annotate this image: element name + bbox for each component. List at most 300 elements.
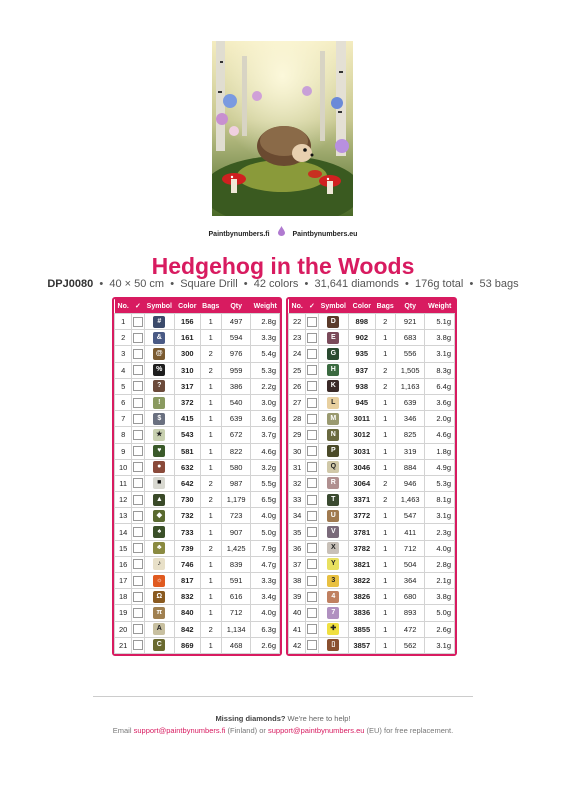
table-row [115,540,280,556]
symbol-swatch: C [153,639,165,651]
email-link-fi[interactable]: support@paintbynumbers.fi [133,726,226,735]
row-weight: 4.0g [251,605,280,621]
row-checkbox[interactable] [133,592,143,602]
row-color-code: 938 [349,378,375,394]
header-qty: Qty [395,299,425,314]
row-check-cell [306,637,318,653]
row-checkbox[interactable] [133,478,143,488]
row-bags: 2 [375,475,395,491]
row-check-cell [132,573,144,589]
table-row [289,556,455,572]
header-check: ✓ [306,299,318,314]
header-weight: Weight [251,299,280,314]
symbol-swatch: # [153,316,165,328]
symbol-swatch: P [327,445,339,457]
row-color-code: 3371 [349,492,375,508]
row-weight: 2.6g [425,621,455,637]
help-contact: Email support@paintbynumbers.fi (Finland) or support@paintbynumbers.eu (EU) for free replacement. [112,726,454,735]
row-bags: 1 [200,378,221,394]
symbol-swatch: Ω [153,591,165,603]
row-color-code: 3011 [349,411,375,427]
row-symbol-cell [144,394,175,410]
row-number: 18 [115,589,132,605]
header-qty: Qty [221,299,251,314]
row-symbol-cell [144,411,175,427]
row-bags: 1 [200,589,221,605]
row-symbol-cell [144,556,175,572]
row-checkbox[interactable] [133,624,143,634]
help-question: Missing diamonds? [215,714,286,723]
row-color-code: 3064 [349,475,375,491]
row-qty: 723 [221,508,251,524]
row-number: 33 [289,492,306,508]
row-qty: 884 [395,459,425,475]
symbol-swatch: ♠ [153,526,165,538]
row-number: 25 [289,362,306,378]
row-check-cell [306,573,318,589]
cover-image [212,41,353,216]
row-symbol-cell [144,492,175,508]
row-qty: 386 [221,378,251,394]
row-qty: 987 [221,475,251,491]
row-bags: 1 [375,589,395,605]
row-color-code: 898 [349,314,375,330]
table-body [115,314,280,654]
row-color-code: 3031 [349,443,375,459]
row-checkbox[interactable] [133,576,143,586]
row-symbol-cell [318,378,349,394]
row-bags: 1 [200,573,221,589]
row-bags: 1 [200,330,221,346]
row-qty: 616 [221,589,251,605]
symbol-swatch: ♥ [153,445,165,457]
row-qty: 468 [221,637,251,653]
row-checkbox[interactable] [133,446,143,456]
row-qty: 1,505 [395,362,425,378]
row-number: 7 [115,411,132,427]
row-qty: 946 [395,475,425,491]
row-qty: 680 [395,589,425,605]
row-bags: 1 [200,459,221,475]
row-number: 23 [289,330,306,346]
row-checkbox[interactable] [133,317,143,327]
row-weight: 3.0g [251,394,280,410]
row-symbol-cell [144,508,175,524]
row-number: 26 [289,378,306,394]
row-check-cell [306,378,318,394]
row-checkbox[interactable] [307,381,317,391]
row-checkbox[interactable] [133,349,143,359]
row-weight: 3.7g [251,427,280,443]
row-number: 36 [289,540,306,556]
row-color-code: 3781 [349,524,375,540]
row-checkbox[interactable] [307,624,317,634]
row-checkbox[interactable] [307,398,317,408]
row-checkbox[interactable] [133,430,143,440]
row-check-cell [306,508,318,524]
table-row [289,443,455,459]
table-row [115,524,280,540]
row-qty: 346 [395,411,425,427]
color-table-right [286,297,457,656]
table-body [289,314,455,654]
symbol-swatch: ▲ [153,494,165,506]
row-check-cell [306,621,318,637]
row-qty: 556 [395,346,425,362]
row-weight: 4.7g [251,556,280,572]
row-bags: 1 [200,508,221,524]
row-symbol-cell [318,508,349,524]
row-color-code: 937 [349,362,375,378]
row-weight: 4.6g [425,427,455,443]
row-weight: 3.3g [251,330,280,346]
row-check-cell [132,346,144,362]
row-qty: 672 [221,427,251,443]
row-color-code: 3046 [349,459,375,475]
symbol-swatch: ■ [153,477,165,489]
row-weight: 3.8g [425,330,455,346]
row-qty: 907 [221,524,251,540]
row-checkbox[interactable] [307,640,317,650]
row-color-code: 842 [175,621,200,637]
row-checkbox[interactable] [307,430,317,440]
table-row [115,556,280,572]
row-bags: 1 [200,443,221,459]
row-number: 39 [289,589,306,605]
row-checkbox[interactable] [307,414,317,424]
symbol-swatch: ☼ [153,575,165,587]
row-check-cell [306,540,318,556]
row-qty: 540 [221,394,251,410]
row-bags: 1 [375,556,395,572]
row-color-code: 3782 [349,540,375,556]
row-qty: 594 [221,330,251,346]
table-row [289,589,455,605]
row-qty: 825 [395,427,425,443]
table-row [115,605,280,621]
header-weight: Weight [425,299,455,314]
row-bags: 2 [200,492,221,508]
row-checkbox[interactable] [307,559,317,569]
row-check-cell [132,314,144,330]
row-symbol-cell [144,621,175,637]
row-number: 13 [115,508,132,524]
row-symbol-cell [318,605,349,621]
row-symbol-cell [144,427,175,443]
row-check-cell [306,475,318,491]
brand-eu: Paintbynumbers.eu [292,230,358,238]
row-color-code: 300 [175,346,200,362]
table-row [289,330,455,346]
row-qty: 639 [395,394,425,410]
row-number: 41 [289,621,306,637]
symbol-swatch: D [327,316,339,328]
bag-count: 53 bags [479,278,519,290]
row-weight: 2.6g [251,637,280,653]
row-checkbox[interactable] [133,398,143,408]
row-checkbox[interactable] [133,559,143,569]
row-symbol-cell [318,621,349,637]
row-qty: 411 [395,524,425,540]
row-bags: 1 [200,427,221,443]
row-symbol-cell [318,524,349,540]
row-qty: 497 [221,314,251,330]
row-number: 9 [115,443,132,459]
row-weight: 6.4g [425,378,455,394]
table-row [289,508,455,524]
table-row [115,492,280,508]
row-symbol-cell [318,394,349,410]
row-weight: 4.9g [425,459,455,475]
row-bags: 2 [200,475,221,491]
row-bags: 2 [375,378,395,394]
row-check-cell [132,524,144,540]
row-weight: 3.6g [425,394,455,410]
row-symbol-cell [318,637,349,653]
row-checkbox[interactable] [133,543,143,553]
row-qty: 591 [221,573,251,589]
symbol-swatch: ♣ [153,542,165,554]
row-weight: 6.5g [251,492,280,508]
row-check-cell [306,427,318,443]
symbol-swatch: T [327,494,339,506]
row-number: 21 [115,637,132,653]
table-row [115,411,280,427]
row-check-cell [132,394,144,410]
row-check-cell [306,524,318,540]
table-row [289,314,455,330]
row-check-cell [132,427,144,443]
row-weight: 4.0g [251,508,280,524]
row-symbol-cell [144,330,175,346]
help-heading [0,714,566,723]
row-weight: 5.3g [425,475,455,491]
row-checkbox[interactable] [133,333,143,343]
table-row [289,459,455,475]
row-symbol-cell [144,573,175,589]
table-row [115,508,280,524]
row-qty: 319 [395,443,425,459]
row-color-code: 732 [175,508,200,524]
table-header [115,299,280,314]
row-checkbox[interactable] [307,478,317,488]
row-symbol-cell [318,492,349,508]
row-checkbox[interactable] [307,527,317,537]
row-bags: 1 [375,459,395,475]
row-symbol-cell [144,314,175,330]
row-number: 16 [115,556,132,572]
row-weight: 1.8g [425,443,455,459]
row-qty: 893 [395,605,425,621]
row-symbol-cell [144,605,175,621]
row-checkbox[interactable] [307,462,317,472]
row-qty: 1,179 [221,492,251,508]
row-color-code: 902 [349,330,375,346]
row-checkbox[interactable] [133,462,143,472]
row-weight: 3.1g [425,637,455,653]
row-checkbox[interactable] [133,640,143,650]
row-checkbox[interactable] [133,414,143,424]
row-checkbox[interactable] [307,543,317,553]
table-row [115,378,280,394]
paint-drop-icon [278,226,285,236]
row-weight: 2.8g [425,556,455,572]
row-qty: 976 [221,346,251,362]
row-number: 34 [289,508,306,524]
table-header [289,299,455,314]
row-symbol-cell [318,411,349,427]
row-symbol-cell [318,573,349,589]
row-color-code: 817 [175,573,200,589]
symbol-swatch: R [327,477,339,489]
row-number: 37 [289,556,306,572]
total-weight: 176g total [415,278,464,290]
row-check-cell [132,443,144,459]
row-color-code: 3772 [349,508,375,524]
row-symbol-cell [144,443,175,459]
row-checkbox[interactable] [307,317,317,327]
row-color-code: 161 [175,330,200,346]
row-checkbox[interactable] [307,446,317,456]
row-checkbox[interactable] [133,365,143,375]
row-number: 19 [115,605,132,621]
row-checkbox[interactable] [307,333,317,343]
symbol-swatch: ! [153,397,165,409]
header-no: No. [115,299,132,314]
row-check-cell [306,605,318,621]
row-number: 38 [289,573,306,589]
symbol-swatch: Q [327,461,339,473]
row-check-cell [132,556,144,572]
row-number: 40 [289,605,306,621]
header-symbol: Symbol [144,299,175,314]
row-checkbox[interactable] [307,495,317,505]
row-checkbox[interactable] [307,511,317,521]
row-bags: 1 [375,394,395,410]
row-qty: 712 [221,605,251,621]
row-number: 22 [289,314,306,330]
row-number: 24 [289,346,306,362]
row-number: 3 [115,346,132,362]
row-bags: 1 [200,394,221,410]
row-number: 27 [289,394,306,410]
symbol-swatch: ▯ [327,639,339,651]
row-bags: 2 [375,314,395,330]
row-number: 6 [115,394,132,410]
table-row [115,394,280,410]
row-bags: 1 [200,637,221,653]
row-weight: 5.5g [251,475,280,491]
row-number: 32 [289,475,306,491]
row-qty: 1,163 [395,378,425,394]
row-checkbox[interactable] [307,365,317,375]
row-bags: 1 [375,508,395,524]
table-row [115,443,280,459]
row-color-code: 869 [175,637,200,653]
diamond-count: 31,641 diamonds [314,278,399,290]
row-checkbox[interactable] [307,592,317,602]
symbol-swatch: 4 [327,591,339,603]
row-number: 11 [115,475,132,491]
row-check-cell [306,589,318,605]
row-checkbox[interactable] [307,349,317,359]
table-row [289,621,455,637]
header-symbol: Symbol [318,299,349,314]
symbol-swatch: ? [153,380,165,392]
symbol-swatch: L [327,397,339,409]
row-bags: 2 [200,621,221,637]
row-symbol-cell [318,362,349,378]
row-symbol-cell [318,330,349,346]
row-color-code: 632 [175,459,200,475]
row-check-cell [132,492,144,508]
row-symbol-cell [144,346,175,362]
row-color-code: 832 [175,589,200,605]
row-checkbox[interactable] [133,381,143,391]
row-number: 20 [115,621,132,637]
row-color-code: 543 [175,427,200,443]
row-bags: 1 [375,443,395,459]
row-bags: 1 [375,540,395,556]
table-row [289,475,455,491]
row-weight: 3.4g [251,589,280,605]
row-qty: 712 [395,540,425,556]
row-color-code: 642 [175,475,200,491]
row-number: 35 [289,524,306,540]
row-symbol-cell [144,540,175,556]
row-check-cell [306,394,318,410]
row-check-cell [132,378,144,394]
row-check-cell [132,637,144,653]
row-number: 30 [289,443,306,459]
row-bags: 1 [200,556,221,572]
row-color-code: 3826 [349,589,375,605]
row-qty: 921 [395,314,425,330]
symbol-swatch: 3 [327,575,339,587]
row-color-code: 730 [175,492,200,508]
row-checkbox[interactable] [133,495,143,505]
table-row [115,459,280,475]
row-qty: 1,134 [221,621,251,637]
email-link-eu[interactable]: support@paintbynumbers.eu [268,726,365,735]
row-number: 42 [289,637,306,653]
header-color: Color [175,299,200,314]
row-number: 29 [289,427,306,443]
row-qty: 639 [221,411,251,427]
row-checkbox[interactable] [133,527,143,537]
table-row [289,492,455,508]
row-bags: 1 [200,314,221,330]
symbol-swatch: ★ [153,429,165,441]
row-checkbox[interactable] [307,608,317,618]
row-symbol-cell [318,459,349,475]
row-check-cell [306,411,318,427]
row-bags: 1 [375,346,395,362]
row-qty: 504 [395,556,425,572]
row-check-cell [306,314,318,330]
row-weight: 5.0g [251,524,280,540]
row-number: 14 [115,524,132,540]
brand-fi: Paintbynumbers.fi [208,230,270,238]
row-weight: 4.6g [251,443,280,459]
row-checkbox[interactable] [133,511,143,521]
row-check-cell [132,589,144,605]
row-check-cell [132,330,144,346]
row-checkbox[interactable] [133,608,143,618]
symbol-swatch: E [327,332,339,344]
row-checkbox[interactable] [307,576,317,586]
row-bags: 2 [200,346,221,362]
